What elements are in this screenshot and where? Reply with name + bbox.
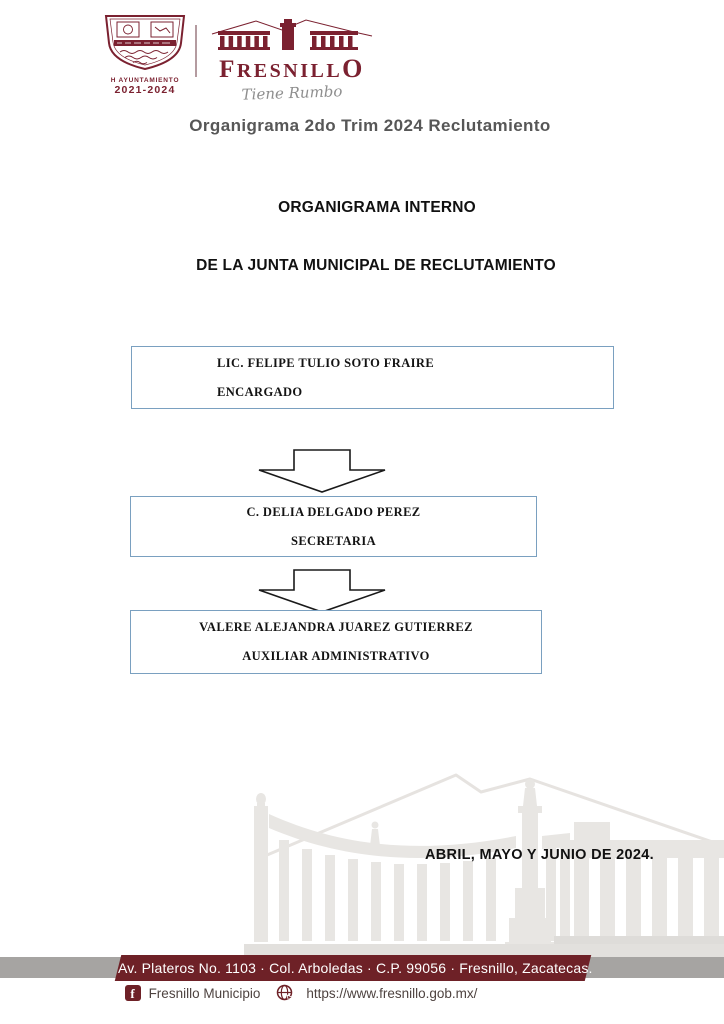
crest-org-text: H AYUNTAMIENTO xyxy=(110,77,180,84)
org-node-role: ENCARGADO xyxy=(217,384,303,399)
period-date-line: ABRIL, MAYO Y JUNIO DE 2024. xyxy=(425,847,654,863)
crest-years-text: 2021-2024 xyxy=(114,84,176,96)
address-text: Av. Plateros No. 1103 · Col. Arboledas · C.P. 99056 · Fresnillo, Zacatecas. xyxy=(118,960,593,976)
block-down-arrow-icon xyxy=(258,449,386,493)
brand-name-middle: RESNILL xyxy=(236,60,343,82)
facebook-page-label: Fresnillo Municipio xyxy=(148,985,261,1001)
facebook-icon: f xyxy=(125,985,141,1001)
website-link[interactable]: https://www.fresnillo.gob.mx/ xyxy=(306,985,478,1001)
heading-junta-municipal: DE LA JUNTA MUNICIPAL DE RECLUTAMIENTO xyxy=(196,257,556,274)
brand-name-first-letter: F xyxy=(219,56,237,83)
block-down-arrow-icon xyxy=(258,569,386,613)
colonnade-monument-icon xyxy=(204,18,380,52)
org-node-name: LIC. FELIPE TULIO SOTO FRAIRE xyxy=(217,355,435,370)
coat-of-arms-icon xyxy=(98,13,192,71)
org-node-role: AUXILIAR ADMINISTRATIVO xyxy=(242,649,430,663)
document-title: Organigrama 2do Trim 2024 Reclutamiento xyxy=(189,116,551,135)
footer-social-row xyxy=(0,983,602,1003)
brand-tagline: Tiene Rumbo xyxy=(241,82,343,104)
brand-name-last-letter: O xyxy=(342,54,365,83)
logo-divider xyxy=(195,25,197,77)
heading-organigrama-interno: ORGANIGRAMA INTERNO xyxy=(278,199,476,216)
municipal-crest-logo xyxy=(98,13,192,96)
org-node-secretaria xyxy=(130,496,537,557)
globe-cursor-icon xyxy=(276,984,294,1002)
org-node-auxiliar xyxy=(130,610,542,674)
fresnillo-brand-logo xyxy=(203,18,381,102)
org-node-name: C. DELIA DELGADO PEREZ xyxy=(246,504,421,519)
org-node-name: VALERE ALEJANDRA JUAREZ GUTIERREZ xyxy=(199,620,473,634)
org-node-role: SECRETARIA xyxy=(290,533,377,548)
org-node-encargado xyxy=(131,346,614,409)
